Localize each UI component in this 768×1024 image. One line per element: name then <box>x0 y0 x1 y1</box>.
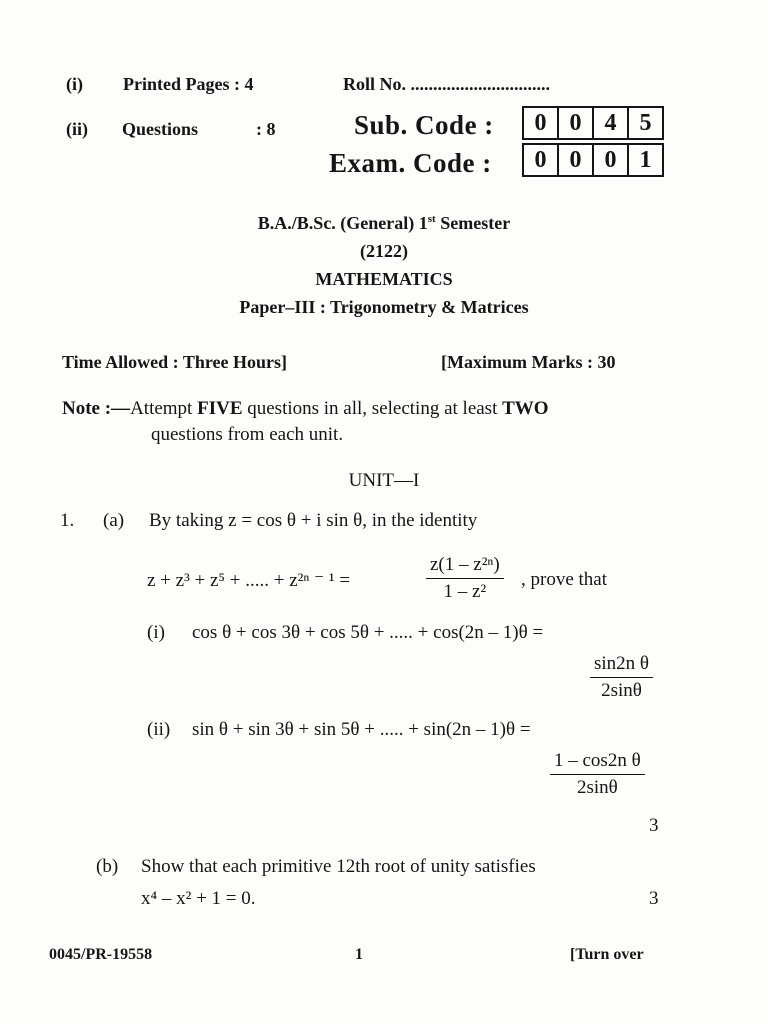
exam-code-digit: 0 <box>592 145 627 175</box>
turn-over: [Turn over <box>570 946 644 963</box>
footer-code: 0045/PR-19558 <box>49 946 153 963</box>
note-label: Note :— <box>62 398 131 419</box>
identity-lhs: z + z³ + z⁵ + ..... + z²ⁿ ⁻ ¹ = <box>147 570 351 591</box>
questions-index: (ii) <box>66 119 88 139</box>
note-text: questions in all, selecting at least <box>242 398 503 419</box>
note-emphasis: TWO <box>502 398 549 419</box>
maximum-marks: [Maximum Marks : 30 <box>441 352 616 372</box>
roll-number: Roll No. ............................... <box>343 74 550 94</box>
sub-i-fraction <box>590 653 653 702</box>
note-text: Attempt <box>130 398 198 419</box>
identity-numerator: z(1 – z²ⁿ) <box>426 554 504 579</box>
sub-code-digit: 4 <box>592 108 627 138</box>
part-b-label: (b) <box>96 856 119 877</box>
exam-code-label: Exam. Code : <box>329 148 492 178</box>
part-b-text: Show that each primitive 12th root of unity satisfies <box>141 856 536 877</box>
unit-heading: UNIT—I <box>348 470 420 491</box>
question-number: 1. <box>60 510 75 531</box>
part-b-equation: x⁴ – x² + 1 = 0. <box>141 888 256 909</box>
identity-tail: , prove that <box>521 569 608 590</box>
sub-ii-text: sin θ + sin 3θ + sin 5θ + ..... + sin(2n – 1)θ = <box>192 719 531 740</box>
paper-code: (2122) <box>360 241 408 261</box>
note-line-1 <box>62 398 549 420</box>
exam-code-digit: 0 <box>534 146 547 173</box>
paper-title: Paper–III : Trigonometry & Matrices <box>239 297 529 317</box>
printed-pages: Printed Pages : 4 <box>123 74 254 94</box>
course-title-suffix: Semester <box>435 213 511 233</box>
sub-code-digit: 0 <box>557 108 592 138</box>
questions-label: Questions <box>122 119 199 139</box>
course-title-sup: st <box>427 213 436 225</box>
part-a-label: (a) <box>103 510 125 531</box>
sub-ii-numerator: 1 – cos2n θ <box>550 750 645 775</box>
note-line-2: questions from each unit. <box>151 424 344 445</box>
sub-i-denominator: 2sinθ <box>601 680 642 701</box>
sub-code-label: Sub. Code : <box>354 110 494 140</box>
printed-pages-index: (i) <box>66 74 83 94</box>
sub-code-digit: 0 <box>534 109 547 136</box>
exam-code-box <box>522 143 664 177</box>
time-allowed: Time Allowed : Three Hours] <box>62 352 287 372</box>
sub-ii-label: (ii) <box>147 719 171 740</box>
questions-value: : 8 <box>256 119 276 139</box>
sub-code-box <box>522 106 664 140</box>
identity-denominator: 1 – z² <box>443 581 487 602</box>
subject: MATHEMATICS <box>315 269 453 289</box>
note-emphasis: FIVE <box>197 398 243 419</box>
sub-ii-fraction <box>550 750 645 799</box>
exam-code-digit: 0 <box>557 145 592 175</box>
exam-code-digit: 1 <box>627 145 662 175</box>
sub-i-numerator: sin2n θ <box>590 653 653 678</box>
page-number: 1 <box>355 946 363 963</box>
sub-i-text: cos θ + cos 3θ + cos 5θ + ..... + cos(2n – 1)θ = <box>192 622 544 643</box>
part-a-text: By taking z = cos θ + i sin θ, in the identity <box>149 510 478 531</box>
sub-code-digit: 5 <box>627 108 662 138</box>
course-title-main: B.A./B.Sc. (General) 1 <box>257 213 428 233</box>
identity-fraction <box>426 554 504 603</box>
part-b-marks: 3 <box>649 888 659 909</box>
part-a-marks: 3 <box>649 815 659 836</box>
sub-ii-denominator: 2sinθ <box>576 777 618 798</box>
sub-i-label: (i) <box>147 622 165 643</box>
course-title <box>0 213 768 234</box>
